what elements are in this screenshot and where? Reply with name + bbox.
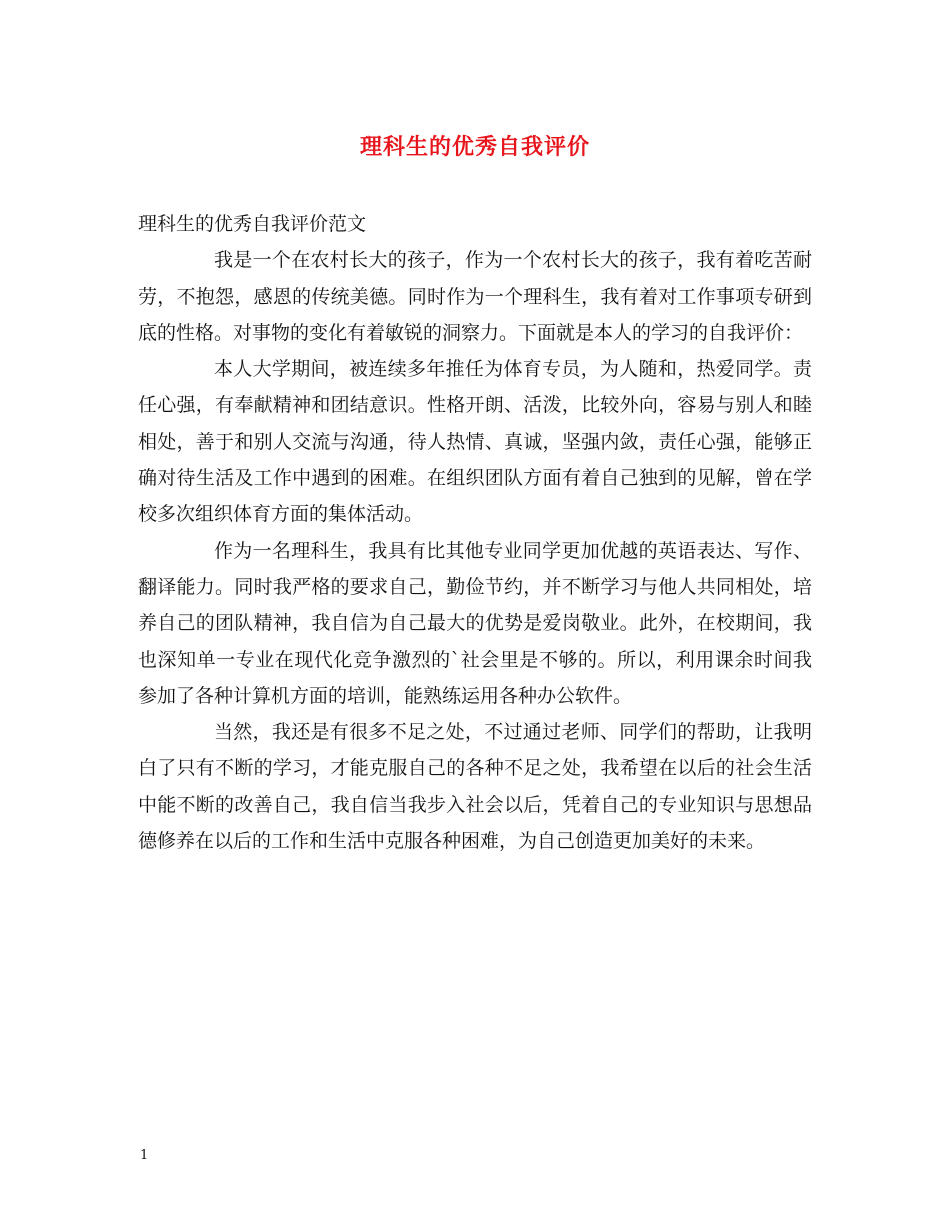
paragraph-2: 本人大学期间，被连续多年推任为体育专员，为人随和，热爱同学。责任心强，有奉献精神和团结意识。性格开朗、活泼，比较外向，容易与别人和睦相处，善于和别人交流与沟通，待人热情、真诚，坚强内敛，责任心强，能够正确对待生活及工作中遇到的困难。在组织团队方面有着自己独到的见解，曾在学校多次组织体育方面的集体活动。	[138, 358, 812, 526]
page-number: 1	[140, 1148, 149, 1163]
paragraph-1: 我是一个在农村长大的孩子，作为一个农村长大的孩子，我有着吃苦耐劳，不抱怨，感恩的传统美德。同时作为一个理科生，我有着对工作事项专研到底的性格。对事物的变化有着敏锐的洞察力。下面就是本人的学习的自我评价：	[138, 249, 812, 344]
document-title: 理科生的优秀自我评价	[359, 134, 590, 160]
document-subtitle: 理科生的优秀自我评价范文	[138, 213, 367, 235]
paragraph-3: 作为一名理科生，我具有比其他专业同学更加优越的英语表达、写作、翻译能力。同时我严格的要求自己，勤俭节约，并不断学习与他人共同相处，培养自己的团队精神，我自信为自己最大的优势是爱岗敬业。此外，在校期间，我也深知单一专业在现代化竞争激烈的`社会里是不够的。所以，利用课余时间我参加了各种计算机方面的培训，能熟练运用各种办公软件。	[138, 539, 812, 707]
document-body	[138, 206, 812, 859]
paragraph-4: 当然，我还是有很多不足之处，不过通过老师、同学们的帮助，让我明白了只有不断的学习，才能克服自己的各种不足之处，我希望在以后的社会生活中能不断的改善自己，我自信当我步入社会以后，凭着自己的专业知识与思想品德修养在以后的工作和生活中克服各种困难，为自己创造更加美好的未来。	[138, 721, 812, 853]
